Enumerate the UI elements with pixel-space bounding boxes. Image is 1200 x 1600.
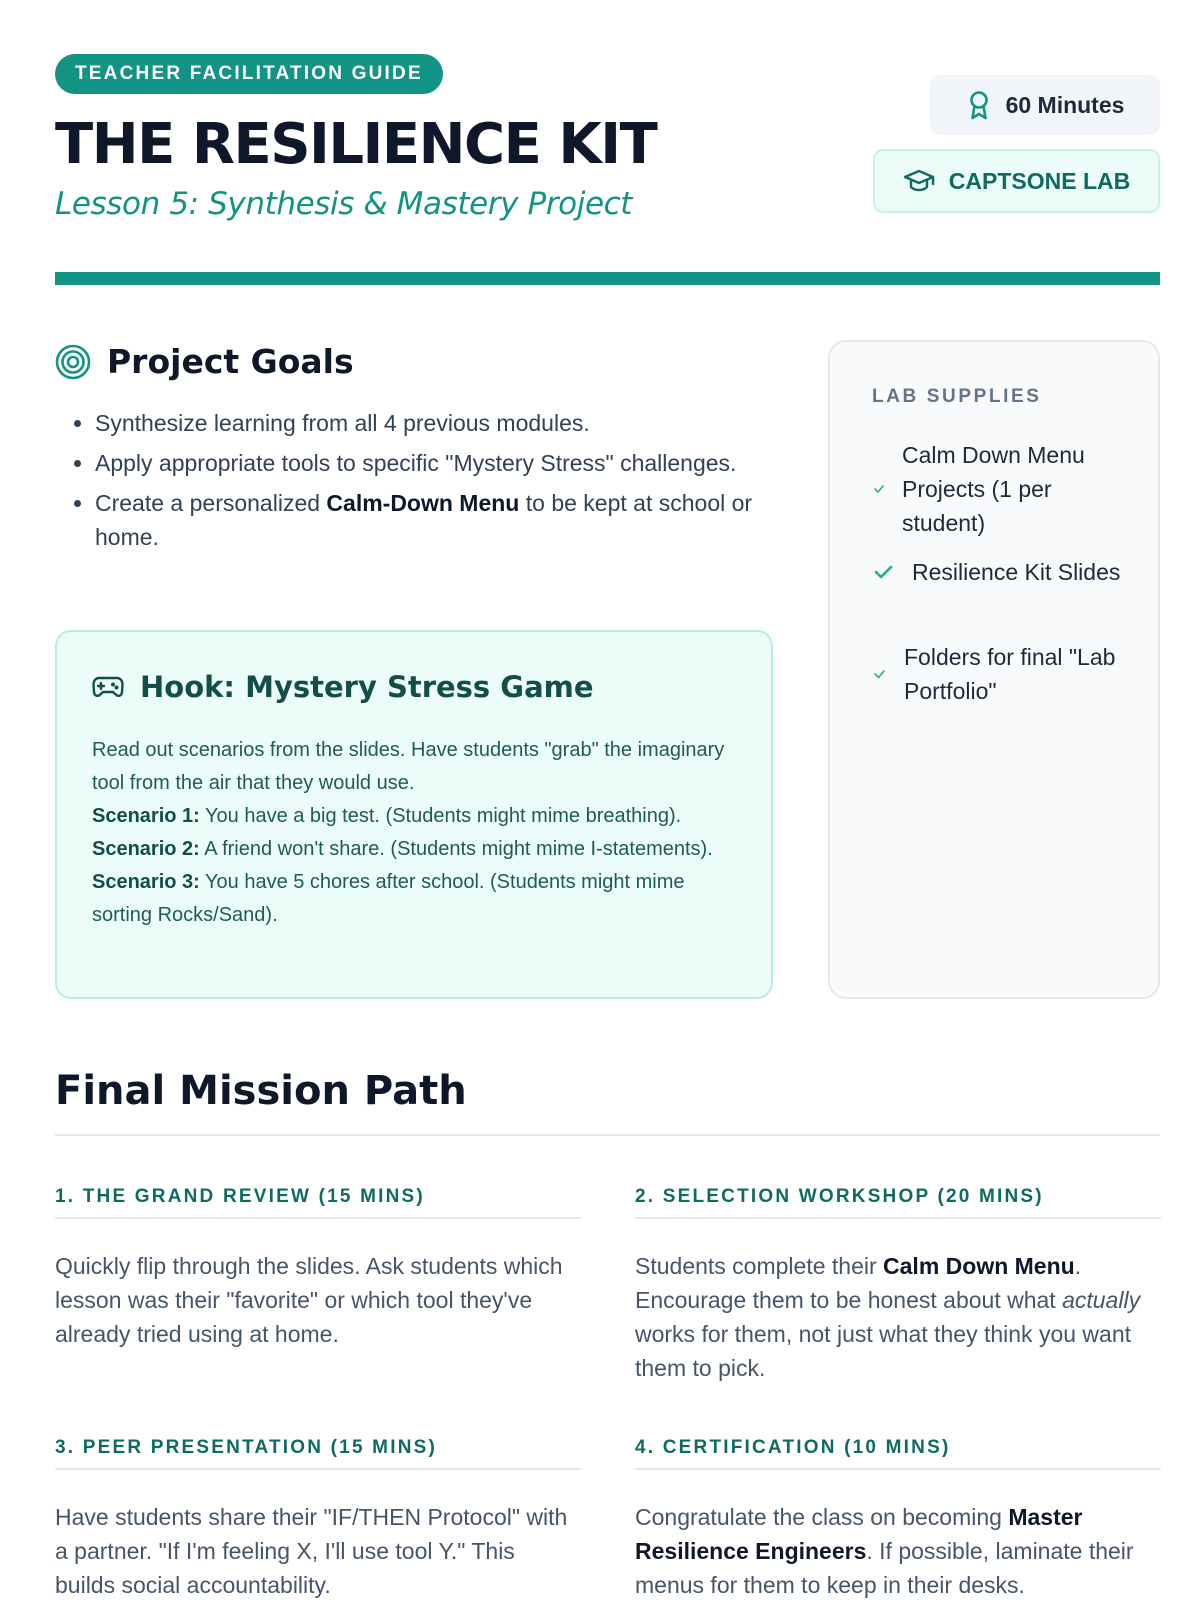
step-bold-text: Master Resilience Engineers — [635, 1504, 1083, 1564]
step-body — [635, 1500, 1161, 1600]
scenario-label: Scenario 3: — [92, 871, 200, 893]
step-heading: 1. THE GRAND REVIEW (15 MINS) — [55, 1186, 581, 1219]
lab-label: CAPTSONE LAB — [948, 167, 1131, 194]
scenario-line — [92, 866, 742, 932]
step-body: Quickly flip through the slides. Ask students which lesson was their "favorite" or which tool they've already tried using at home. — [55, 1253, 563, 1347]
hook-heading — [92, 670, 594, 704]
step-heading: 2. SELECTION WORKSHOP (20 MINS) — [635, 1186, 1161, 1219]
scenario-line — [92, 800, 742, 833]
section-divider — [55, 1134, 1160, 1136]
lesson-subtitle: Lesson 5: Synthesis & Mastery Project — [55, 186, 633, 222]
page-title: THE RESILIENCE KIT — [55, 112, 657, 177]
mission-step — [55, 1186, 581, 1351]
goals-list — [95, 406, 755, 560]
gamepad-icon — [92, 675, 124, 699]
list-item: • Synthesize learning from all 4 previous modules. — [95, 406, 755, 440]
step-body: Have students share their "IF/THEN Protocol" with a partner. "If I'm feeling X, I'll use tool Y." This builds social accountability. — [55, 1504, 568, 1598]
list-item: • Apply appropriate tools to specific "Mystery Stress" challenges. — [95, 446, 755, 480]
supply-text: Calm Down Menu Projects (1 per student) — [902, 442, 1085, 536]
supplies-card — [828, 340, 1160, 999]
list-item — [872, 555, 1132, 589]
list-item — [95, 486, 755, 554]
target-icon — [55, 344, 91, 380]
scenario-line — [92, 833, 742, 866]
hook-title: Hook: Mystery Stress Game — [140, 670, 594, 704]
supply-text: Resilience Kit Slides — [912, 559, 1121, 585]
mission-step — [635, 1437, 1161, 1600]
step-body — [635, 1249, 1161, 1385]
goal-bold-text: Calm-Down Menu — [326, 490, 520, 516]
hook-card — [55, 630, 773, 999]
lab-badge — [873, 149, 1160, 213]
guide-page — [55, 0, 1160, 1600]
check-icon — [872, 640, 888, 708]
mission-step — [635, 1186, 1161, 1385]
hook-intro: Read out scenarios from the slides. Have students "grab" the imaginary tool from the air that they would use. — [92, 739, 725, 794]
step-text: works for them, not just what they think you want them to pick. — [635, 1321, 1132, 1381]
scenario-label: Scenario 1: — [92, 805, 200, 827]
goals-heading — [55, 342, 354, 381]
list-item — [872, 438, 1132, 540]
supplies-heading: LAB SUPPLIES — [872, 386, 1042, 407]
section-title: Final Mission Path — [55, 1068, 467, 1114]
step-bold-text: Calm Down Menu — [883, 1253, 1075, 1279]
hook-body — [92, 734, 742, 932]
guide-tag: TEACHER FACILITATION GUIDE — [55, 54, 443, 94]
award-ribbon-icon — [966, 90, 992, 120]
step-text: Students complete their — [635, 1253, 884, 1279]
step-text: . If possible, laminate their menus for them to keep in their desks. — [635, 1538, 1134, 1598]
scenario-text: A friend won't share. (Students might mime I-statements). — [199, 838, 713, 860]
scenario-text: You have a big test. (Students might mime breathing). — [199, 805, 682, 827]
scenario-label: Scenario 2: — [92, 838, 200, 860]
goal-text: Create a personalized — [95, 490, 327, 516]
step-text: Congratulate the class on becoming — [635, 1504, 1009, 1530]
goal-text: to be kept at school or home. — [95, 490, 753, 550]
step-heading: 4. CERTIFICATION (10 MINS) — [635, 1437, 1161, 1470]
check-icon — [872, 438, 886, 540]
goals-title: Project Goals — [107, 342, 354, 381]
check-icon — [872, 555, 896, 589]
step-text: . Encourage them to be honest about what — [635, 1253, 1082, 1313]
step-heading: 3. PEER PRESENTATION (15 MINS) — [55, 1437, 581, 1470]
list-item — [872, 640, 1132, 708]
header-divider — [55, 272, 1160, 285]
supply-text: Folders for final "Lab Portfolio" — [904, 644, 1116, 704]
step-italic-text: actually — [1062, 1287, 1141, 1313]
duration-text: 60 Minutes — [1005, 91, 1125, 118]
graduation-cap-icon — [903, 168, 935, 194]
duration-badge — [930, 75, 1160, 135]
mission-step — [55, 1437, 581, 1600]
scenario-text: You have 5 chores after school. (Students might mime sorting Rocks/Sand). — [92, 871, 685, 926]
